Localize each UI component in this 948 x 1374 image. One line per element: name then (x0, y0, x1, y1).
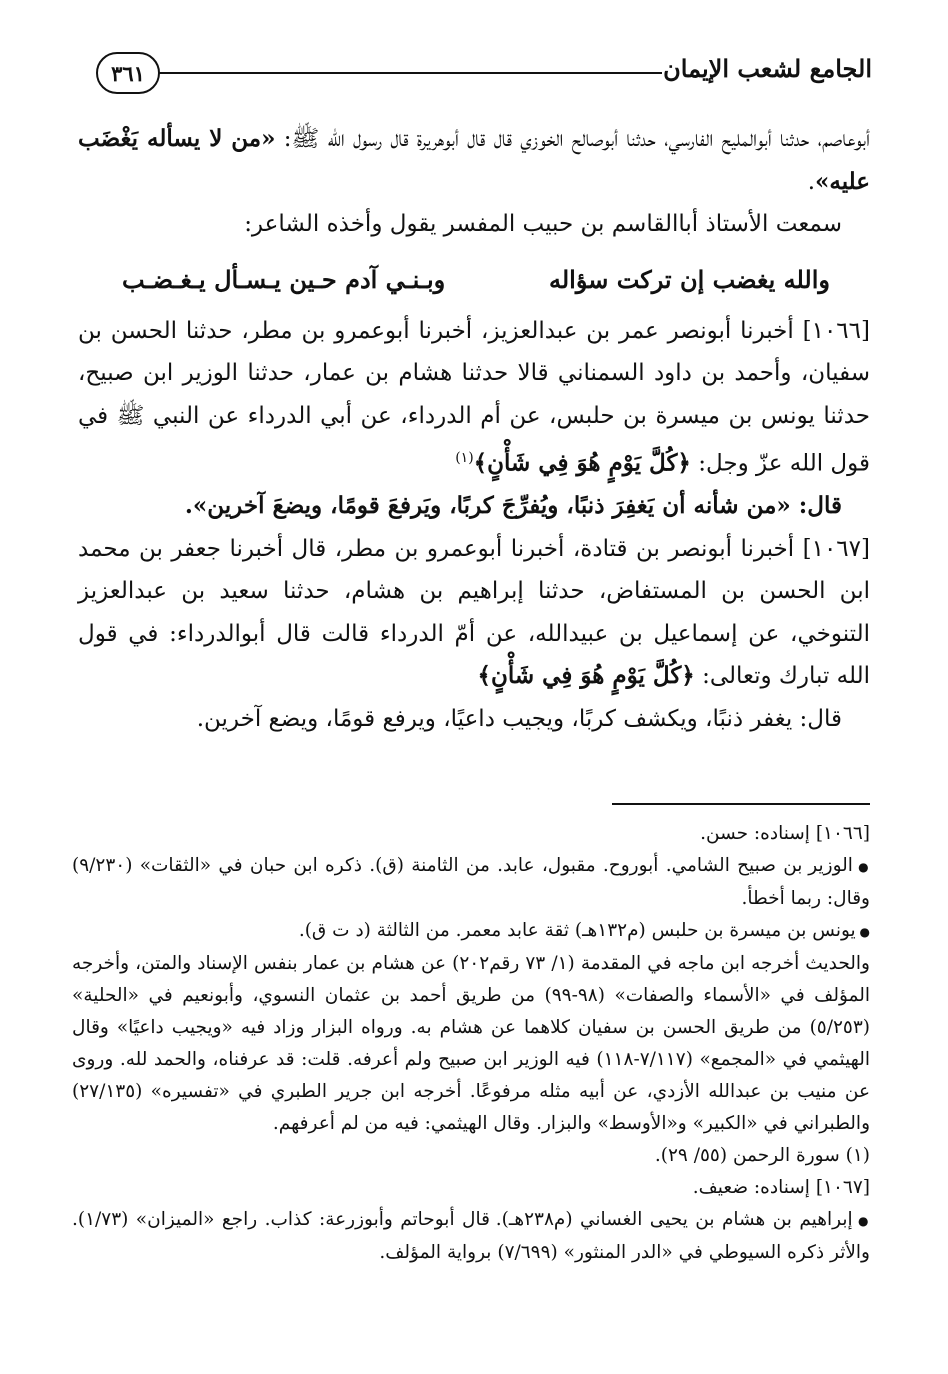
footnote-1067-grade: [١٠٦٧] إسناده: ضعيف. (692, 1177, 870, 1198)
hadith-1066-matn: قال: «من شأنه أن يَغفِرَ ذنبًا، ويُفرِّجَ كربًا، ويَرفعَ قومًا، ويضعَ آخرين». (184, 492, 842, 520)
main-text (78, 118, 870, 740)
footnote-narrator: ● يونس بن ميسرة بن حلبس (م١٣٢هـ) ثقة عابد معمر. من الثالثة (د ت ق). (72, 915, 870, 948)
verse-first-hemistich: والله يغضب إن تركت سؤاله (548, 264, 830, 294)
footnote-1066-grade: [١٠٦٦] إسناده: حسن. (700, 823, 870, 844)
opening-paragraph (78, 118, 870, 203)
footnote-divider (612, 803, 870, 805)
footnote-takhrij: والحديث أخرجه ابن ماجه في المقدمة (١/ ٧٣ رقم٢٠٢) عن هشام بن عمار بنفس الإسناد والمتن، وأخرجه المؤلف في «الأسماء والصفات» (٩٨-٩٩) من طريق أحمد بن عثمان النسوي، وأبونعيم في «الحلية» (٥/٢٥٣) من طريق الحسن بن سفيان كلاهما عن هشام به. ورواه البزار وزاد فيه «ويجيب داعيًا» وقال الهيثمي في «المجمع» (٧/١١٧-١١٨) فيه الوزير ابن صبيح ولم أعرفه. قلت: قد عرفناه، والحمد لله. وروى عن منيب بن عبدالله الأزدي، عن أبيه مثله مرفوعًا. أخرجه ابن جرير الطبري في «تفسيره» (٢٧/١٣٥) والطبراني في «الكبير» و«الأوسط» والبزار. وقال الهيثمي: فيه من لم أعرفهم. (72, 953, 871, 1134)
hadith-1067 (78, 528, 870, 698)
hadith-1066 (78, 310, 870, 486)
footnote-narrator: ● الوزير بن صبيح الشامي. أبوروح. مقبول، عابد. من الثامنة (ق). ذكره ابن حبان في «الثقات» (٩/٢٣٠) وقال: ربما أخطأ. (72, 850, 870, 915)
footnote-surah-ref: (١) سورة الرحمن (٥٥/ ٢٩). (654, 1145, 870, 1166)
page-header (82, 48, 872, 98)
footnote-marker: (١) (455, 450, 474, 466)
footnote-narrator: ● إبراهيم بن هشام بن يحيى الغساني (م٢٣٨هـ). قال أبوحاتم وأبوزرعة: كذاب. راجع «الميزان» (١/٧٣). والأثر ذكره السيوطي في «الدر المنثور» (٧/٦٩٩) برواية المؤلف. (72, 1204, 870, 1269)
hadith-quote: «من لا يسأله يَغْضَب عليه» (78, 125, 870, 195)
page-number: ٣٦١ (111, 60, 145, 86)
hadith-1067-isnad: [١٠٦٧] أخبرنا أبونصر بن قتادة، أخبرنا أبوعمرو بن مطر، قال أخبرنا جعفر بن محمد ابن الحسن بن المستفاض، حدثنا إبراهيم بن هشام، حدثنا سعيد بن عبدالعزيز التنوخي، عن إسماعيل بن عبيدالله، عن أمّ الدرداء قالت قال أبوالدرداء: في قول الله تبارك وتعالى: (78, 535, 870, 690)
quran-verse: ﴿كُلَّ يَوْمٍ هُوَ فِي شَأْنٍ﴾ (473, 449, 691, 477)
isnad-text: أبوعاصم، حدثنا أبوالمليح الفارسي، حدثنا أبوصالح الخوزي قال قال أبوهريرة قال رسول الله ﷺ: (275, 126, 870, 152)
period: . (807, 168, 816, 195)
hadith-1067-matn: قال: يغفر ذنبًا، ويكشف كربًا، ويجيب داعيًا، ويرفع قومًا، ويضع آخرين. (196, 705, 842, 732)
footnotes (72, 818, 870, 1269)
quran-verse: ﴿كُلَّ يَوْمٍ هُوَ فِي شَأْنٍ﴾ (477, 662, 695, 690)
running-title: الجامع لشعب الإيمان (663, 54, 872, 83)
page-number-badge (96, 52, 160, 94)
verse-second-hemistich: وبـنـي آدم حـين يـسـأل يـغـضـب (122, 264, 446, 294)
header-rule (158, 72, 662, 74)
hadith-1066-isnad: [١٠٦٦] أخبرنا أبونصر عمر بن عبدالعزيز، أخبرنا أبوعمرو بن مطر، حدثنا الحسن بن سفيان، وأحمد بن داود السمناني قالا حدثنا هشام بن عمار، حدثنا الوزير ابن صبيح، حدثنا يونس بن ميسرة بن حلبس، عن أم الدرداء، عن أبي الدرداء عن النبي ﷺ في قول الله عزّ وجل: (78, 317, 870, 477)
poet-intro: سمعت الأستاذ أباالقاسم بن حبيب المفسر يقول وأخذه الشاعر: (244, 211, 842, 237)
poetry-verse (122, 256, 830, 304)
